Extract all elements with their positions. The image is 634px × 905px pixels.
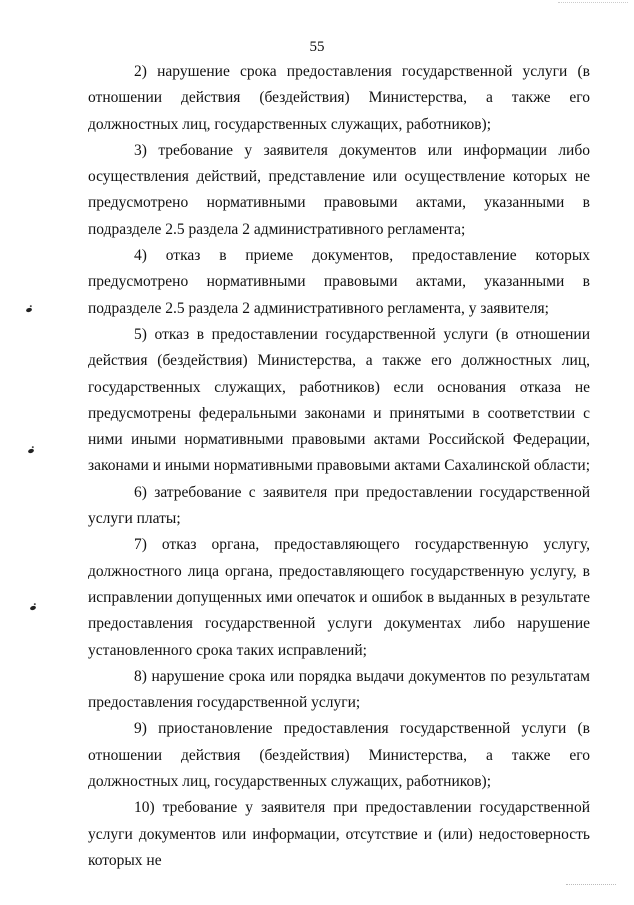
paragraph-item-9: 9) приостановление предоставления государственной услуги (в отношении действия (бездействия) Министерства, а также его должностных лиц, государственных служащих, работников);: [88, 720, 590, 791]
scan-edge-mark: [566, 884, 616, 887]
paragraph-item-2: 2) нарушение срока предоставления государственной услуги (в отношении действия (бездействия) Министерства, а также его должностных лиц, государственных служащих, работников);: [88, 63, 590, 133]
paragraph-item-5: 5) отказ в предоставлении государственной услуги (в отношении действия (бездействия) Министерства, а также его должностных лиц, государственных служащих, работников) если основания отказа не предусмотрены федеральными законами и принятыми в соответствии с ними иными нормативными правовыми актами Российской Федерации, законами и иными нормативными правовыми актами Сахалинской области;: [88, 325, 591, 475]
paragraph-item-3: 3) требование у заявителя документов или информации либо осуществления действий, представление или осуществление которых не предусмотрено нормативными правовыми актами, указанными в подразделе 2.5 раздела 2 административного регламента;: [88, 141, 590, 238]
paragraph-item-8: 8) нарушение срока или порядка выдачи документов по результатам предоставления государственной услуги;: [88, 667, 590, 712]
paragraph-item-4: 4) отказ в приеме документов, предоставление которых предусмотрено нормативными правовыми актами, указанными в подразделе 2.5 раздела 2 административного регламента, у заявителя;: [88, 247, 590, 317]
scan-speck: [27, 448, 34, 454]
document-body: [88, 59, 590, 874]
scan-speck: [29, 605, 36, 611]
paragraph-item-7: 7) отказ органа, предоставляющего государственную услугу, должностного лица органа, предоставляющего государственную услугу, в исправлении допущенных ими опечаток и ошибок в выданных в результате предоставления государственной услуги документах либо нарушение установленного срока таких исправлений;: [88, 536, 590, 659]
scan-speck: [25, 307, 32, 313]
paragraph-item-6: 6) затребование с заявителя при предоставлении государственной услуги платы;: [88, 483, 590, 528]
paragraph-item-10: 10) требование у заявителя при предоставлении государственной услуги документов или информации, отсутствие и (или) недостоверность которых не: [88, 799, 590, 869]
page-number: 55: [309, 39, 325, 55]
scan-edge-mark: [558, 2, 628, 5]
